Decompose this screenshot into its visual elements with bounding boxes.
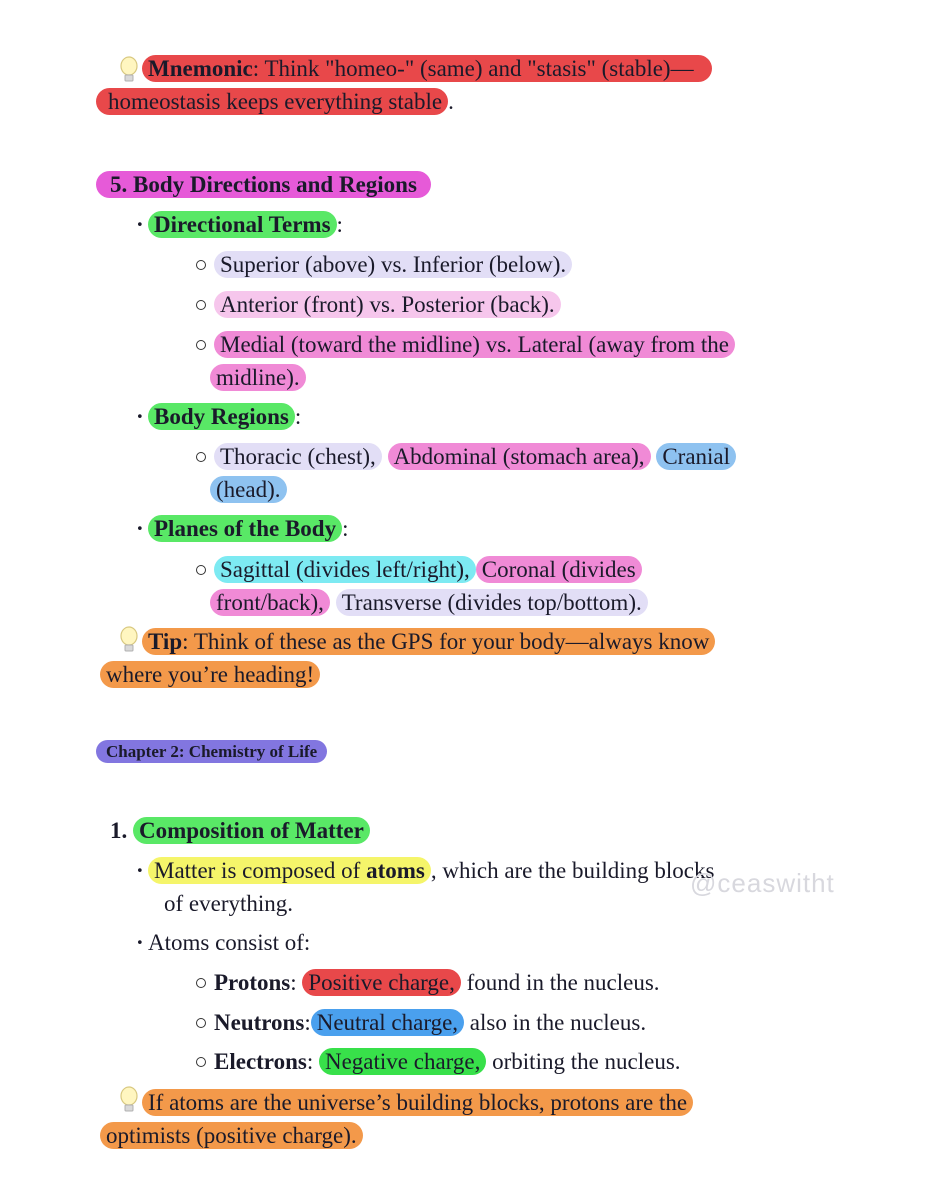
list-item-continued — [210, 588, 648, 618]
body-regions-label: Body Regions — [148, 403, 295, 430]
watermark: @ceaswitht — [690, 868, 835, 898]
list-item-text: midline). — [210, 364, 306, 391]
particle-item: Electrons: Negative charge, orbiting the nucleus. — [196, 1047, 681, 1077]
atoms-term: atoms — [366, 858, 425, 883]
particle-name: Protons — [214, 970, 291, 995]
composition-title: Composition of Matter — [133, 817, 370, 844]
particle-description: also in the nucleus. — [464, 1010, 647, 1035]
atoms-consist-text: Atoms consist of: — [148, 930, 311, 955]
matter-text: Matter is composed of — [154, 858, 367, 883]
mnemonic-line-2 — [96, 87, 454, 117]
bullet-circle-icon — [196, 1018, 206, 1028]
coronal-term-2: front/back), — [210, 589, 330, 616]
joke-line-1 — [142, 1088, 693, 1118]
chapter-badge — [96, 735, 327, 765]
tip-line-2 — [100, 660, 320, 690]
particle-charge: Neutral charge, — [311, 1009, 464, 1036]
tip-text-2: where you’re heading! — [100, 661, 320, 688]
heading-number: 1. — [110, 818, 128, 843]
list-item-continued — [210, 475, 287, 505]
list-item — [196, 442, 736, 472]
directional-terms-label: Directional Terms — [148, 211, 337, 238]
atoms-consist-line: · Atoms consist of: — [136, 930, 311, 955]
mnemonic-text: : Think "homeo-" (same) and "stasis" (stable)— — [252, 56, 694, 81]
section-heading — [96, 170, 431, 200]
list-item-continued — [210, 363, 306, 393]
joke-line-2 — [100, 1121, 363, 1151]
coronal-term: Coronal (divides — [476, 556, 642, 583]
thoracic-term: Thoracic (chest), — [214, 443, 382, 470]
particle-charge: Negative charge, — [319, 1048, 486, 1075]
colon: : — [342, 516, 349, 541]
mnemonic-line-1 — [142, 54, 712, 84]
list-item-text: Superior (above) vs. Inferior (below). — [214, 251, 572, 278]
list-item — [196, 250, 572, 280]
list-item — [196, 330, 735, 360]
tip-label: Tip — [148, 629, 183, 654]
matter-line-1: · Matter is composed of atoms , which are the building blocks — [136, 858, 715, 883]
particle-name: Neutrons — [214, 1010, 305, 1035]
directional-terms-heading: · Directional Terms : — [136, 212, 343, 237]
bullet-circle-icon — [196, 260, 206, 270]
lightbulb-icon — [118, 1086, 140, 1116]
abdominal-term: Abdominal (stomach area), — [388, 443, 651, 470]
body-regions-heading: · Body Regions : — [136, 404, 302, 429]
matter-line-2 — [164, 889, 293, 919]
planes-label: Planes of the Body — [148, 515, 342, 542]
colon: : — [336, 212, 343, 237]
list-item — [196, 290, 561, 320]
matter-text-post: , which are the building blocks — [430, 858, 715, 883]
planes-heading: · Planes of the Body : — [136, 516, 349, 541]
bullet-circle-icon — [196, 1057, 206, 1067]
colon: : — [294, 404, 302, 429]
particle-description: found in the nucleus. — [460, 970, 660, 995]
cranial-term: Cranial — [656, 443, 736, 470]
particle-item: Protons: Positive charge, found in the nucleus. — [196, 968, 660, 998]
sagittal-term: Sagittal (divides left/right), — [214, 556, 476, 583]
lightbulb-icon — [118, 56, 140, 86]
mnemonic-label: Mnemonic — [148, 56, 253, 81]
list-item — [196, 555, 642, 585]
particle-charge: Positive charge, — [302, 969, 461, 996]
chapter-2-title: Chapter 2: Chemistry of Life — [96, 740, 327, 763]
particle-name: Electrons — [214, 1049, 307, 1074]
bullet-circle-icon — [196, 452, 206, 462]
mnemonic-text-2: homeostasis keeps everything stable — [96, 88, 448, 115]
matter-text-2: of everything. — [164, 891, 294, 916]
transverse-term: Transverse (divides top/bottom). — [336, 589, 648, 616]
tip-text: : Think of these as the GPS for your body—always know — [182, 629, 710, 654]
composition-heading — [110, 816, 370, 846]
section-5-title: 5. Body Directions and Regions — [96, 171, 431, 198]
list-item-text: Medial (toward the midline) vs. Lateral (away from the — [214, 331, 735, 358]
bullet-circle-icon — [196, 300, 206, 310]
joke-text-2: optimists (positive charge). — [100, 1122, 363, 1149]
list-item-text: Anterior (front) vs. Posterior (back). — [214, 291, 561, 318]
joke-text: If atoms are the universe’s building blocks, protons are the — [142, 1089, 693, 1116]
bullet-circle-icon — [196, 340, 206, 350]
tip-line-1 — [142, 627, 715, 657]
mnemonic-period: . — [448, 89, 454, 114]
particle-description: orbiting the nucleus. — [486, 1049, 681, 1074]
lightbulb-icon — [118, 626, 140, 656]
bullet-circle-icon — [196, 565, 206, 575]
bullet-circle-icon — [196, 978, 206, 988]
particle-item: Neutrons: Neutral charge, also in the nucleus. — [196, 1008, 646, 1038]
cranial-term-2: (head). — [210, 476, 287, 503]
